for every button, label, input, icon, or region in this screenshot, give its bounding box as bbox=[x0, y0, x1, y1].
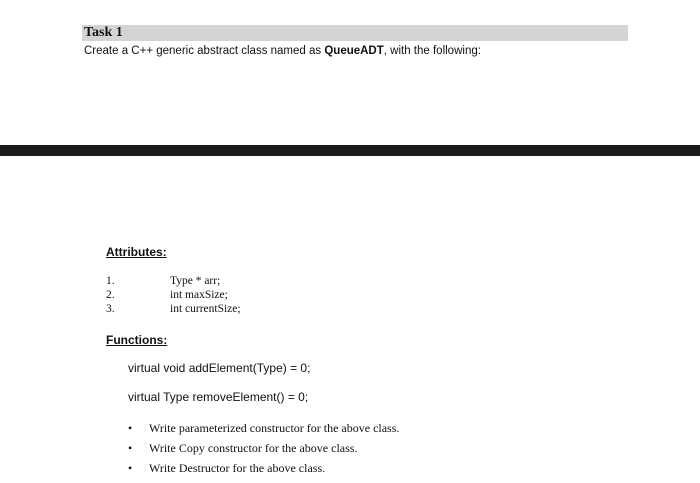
functions-heading: Functions: bbox=[106, 333, 168, 347]
task-header-band bbox=[82, 25, 628, 41]
function-signature-remove: virtual Type removeElement() = 0; bbox=[128, 390, 309, 404]
attribute-text: int currentSize; bbox=[170, 303, 241, 315]
task-description bbox=[84, 44, 481, 58]
task-description-suffix: , with the following: bbox=[383, 45, 481, 57]
class-name: QueueADT bbox=[324, 45, 384, 57]
list-item-text: Write Destructor for the above class. bbox=[149, 461, 326, 475]
attribute-number: 3. bbox=[106, 303, 115, 315]
function-signature-add: virtual void addElement(Type) = 0; bbox=[128, 361, 311, 375]
attribute-number: 2. bbox=[106, 289, 115, 301]
attribute-number: 1. bbox=[106, 275, 115, 287]
attributes-heading: Attributes: bbox=[106, 245, 167, 259]
attribute-text: Type * arr; bbox=[170, 275, 221, 287]
bullet-icon: • bbox=[128, 441, 133, 455]
divider-bar bbox=[0, 145, 700, 156]
bullet-icon: • bbox=[128, 421, 133, 435]
list-item-text: Write parameterized constructor for the above class. bbox=[149, 421, 400, 435]
list-item-text: Write Copy constructor for the above class. bbox=[149, 441, 358, 455]
bullet-icon: • bbox=[128, 461, 133, 475]
task-title: Task 1 bbox=[84, 25, 123, 40]
attribute-text: int maxSize; bbox=[170, 289, 228, 301]
task-description-prefix: Create a C++ generic abstract class named as bbox=[84, 45, 325, 57]
